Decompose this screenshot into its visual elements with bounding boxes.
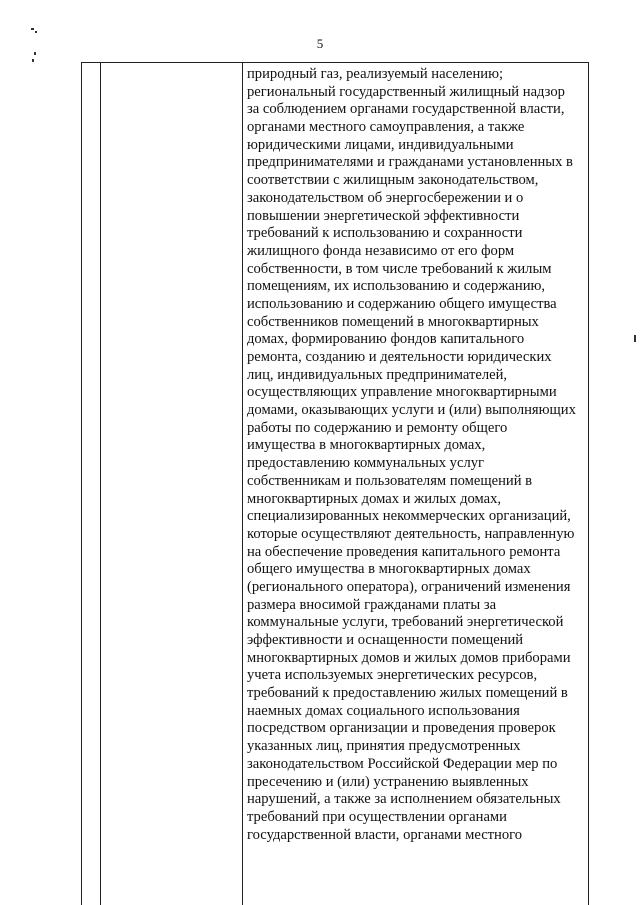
text-line: законодательством об энергосбережении и о xyxy=(247,189,524,206)
text-line: помещениям, их использованию и содержанию, xyxy=(247,278,546,295)
text-line: предпринимателями и гражданами установленных в xyxy=(247,154,573,171)
text-line: коммунальные услуги, требований энергетической xyxy=(247,614,564,631)
text-line: за соблюдением органами государственной власти, xyxy=(247,101,565,118)
text-line: многоквартирных домов и жилых домов приборами xyxy=(247,649,571,666)
page-number: 5 xyxy=(316,36,324,51)
text-line: пресечению и (или) устранению выявленных xyxy=(247,773,529,790)
text-line: природный газ, реализуемый населению; xyxy=(247,66,504,82)
scan-artifact xyxy=(32,59,34,62)
text-line: законодательством Российской Федерации мер по xyxy=(247,755,558,772)
table-cell-text xyxy=(247,66,590,844)
text-line: которые осуществляют деятельность, направленную xyxy=(247,525,575,542)
text-line: собственникам и пользователям помещений в xyxy=(247,472,533,489)
scan-artifact xyxy=(34,52,36,55)
text-line: юридическими лицами, индивидуальными xyxy=(247,136,514,153)
text-line: осуществляющих управление многоквартирными xyxy=(247,384,557,401)
scan-artifact xyxy=(31,28,34,30)
text-line: посредством организации и проведения проверок xyxy=(247,720,556,737)
text-line: размера вносимой гражданами платы за xyxy=(247,596,497,613)
text-line: повышении энергетической эффективности xyxy=(247,207,520,224)
text-line: использованию и содержанию общего имущества xyxy=(247,295,557,312)
scan-artifact xyxy=(634,335,636,342)
column-divider xyxy=(100,63,101,905)
text-line: эффективности и оснащенности помещений xyxy=(247,632,524,648)
text-line: жилищного фонда независимо от его форм xyxy=(247,242,515,259)
text-line: домами, оказывающих услуги и (или) выполняющих xyxy=(247,402,576,419)
text-line: многоквартирных домах и жилых домах, xyxy=(247,490,502,507)
text-line: лиц, индивидуальных предпринимателей, xyxy=(247,366,508,383)
text-line: требований к предоставлению жилых помещений в xyxy=(247,685,568,702)
text-line: работы по содержанию и ремонту общего xyxy=(247,419,508,436)
text-line: соответствии с жилищным законодательством, xyxy=(247,172,539,189)
text-line: предоставлению коммунальных услуг xyxy=(247,455,485,472)
text-line: требований к использованию и сохранности xyxy=(247,225,523,242)
text-line: на обеспечение проведения капитального ремонта xyxy=(247,543,561,560)
text-line: региональный государственный жилищный надзор xyxy=(247,83,565,100)
text-line: собственников помещений в многоквартирных xyxy=(247,313,539,330)
document-table xyxy=(81,62,589,905)
text-line: учета используемых энергетических ресурсов, xyxy=(247,667,538,684)
text-line: указанных лиц, принятия предусмотренных xyxy=(247,738,521,755)
column-divider xyxy=(242,63,243,905)
text-line: специализированных некоммерческих организаций, xyxy=(247,508,571,525)
text-line: требований при осуществлении органами xyxy=(247,808,507,825)
text-line: наемных домах социального использования xyxy=(247,702,520,719)
text-line: (регионального оператора), ограничений изменения xyxy=(247,578,571,595)
text-line: общего имущества в многоквартирных домах xyxy=(247,561,531,578)
text-line: государственной власти, органами местного xyxy=(247,826,523,843)
text-line: нарушений, а также за исполнением обязательных xyxy=(247,791,561,808)
text-line: органами местного самоуправления, а также xyxy=(247,119,525,136)
text-line: имущества в многоквартирных домах, xyxy=(247,437,486,454)
scan-artifact xyxy=(35,31,37,33)
text-line: домах, формированию фондов капитального xyxy=(247,331,525,348)
text-line: ремонта, созданию и деятельности юридических xyxy=(247,349,552,365)
text-line: собственности, в том числе требований к жилым xyxy=(247,260,552,277)
